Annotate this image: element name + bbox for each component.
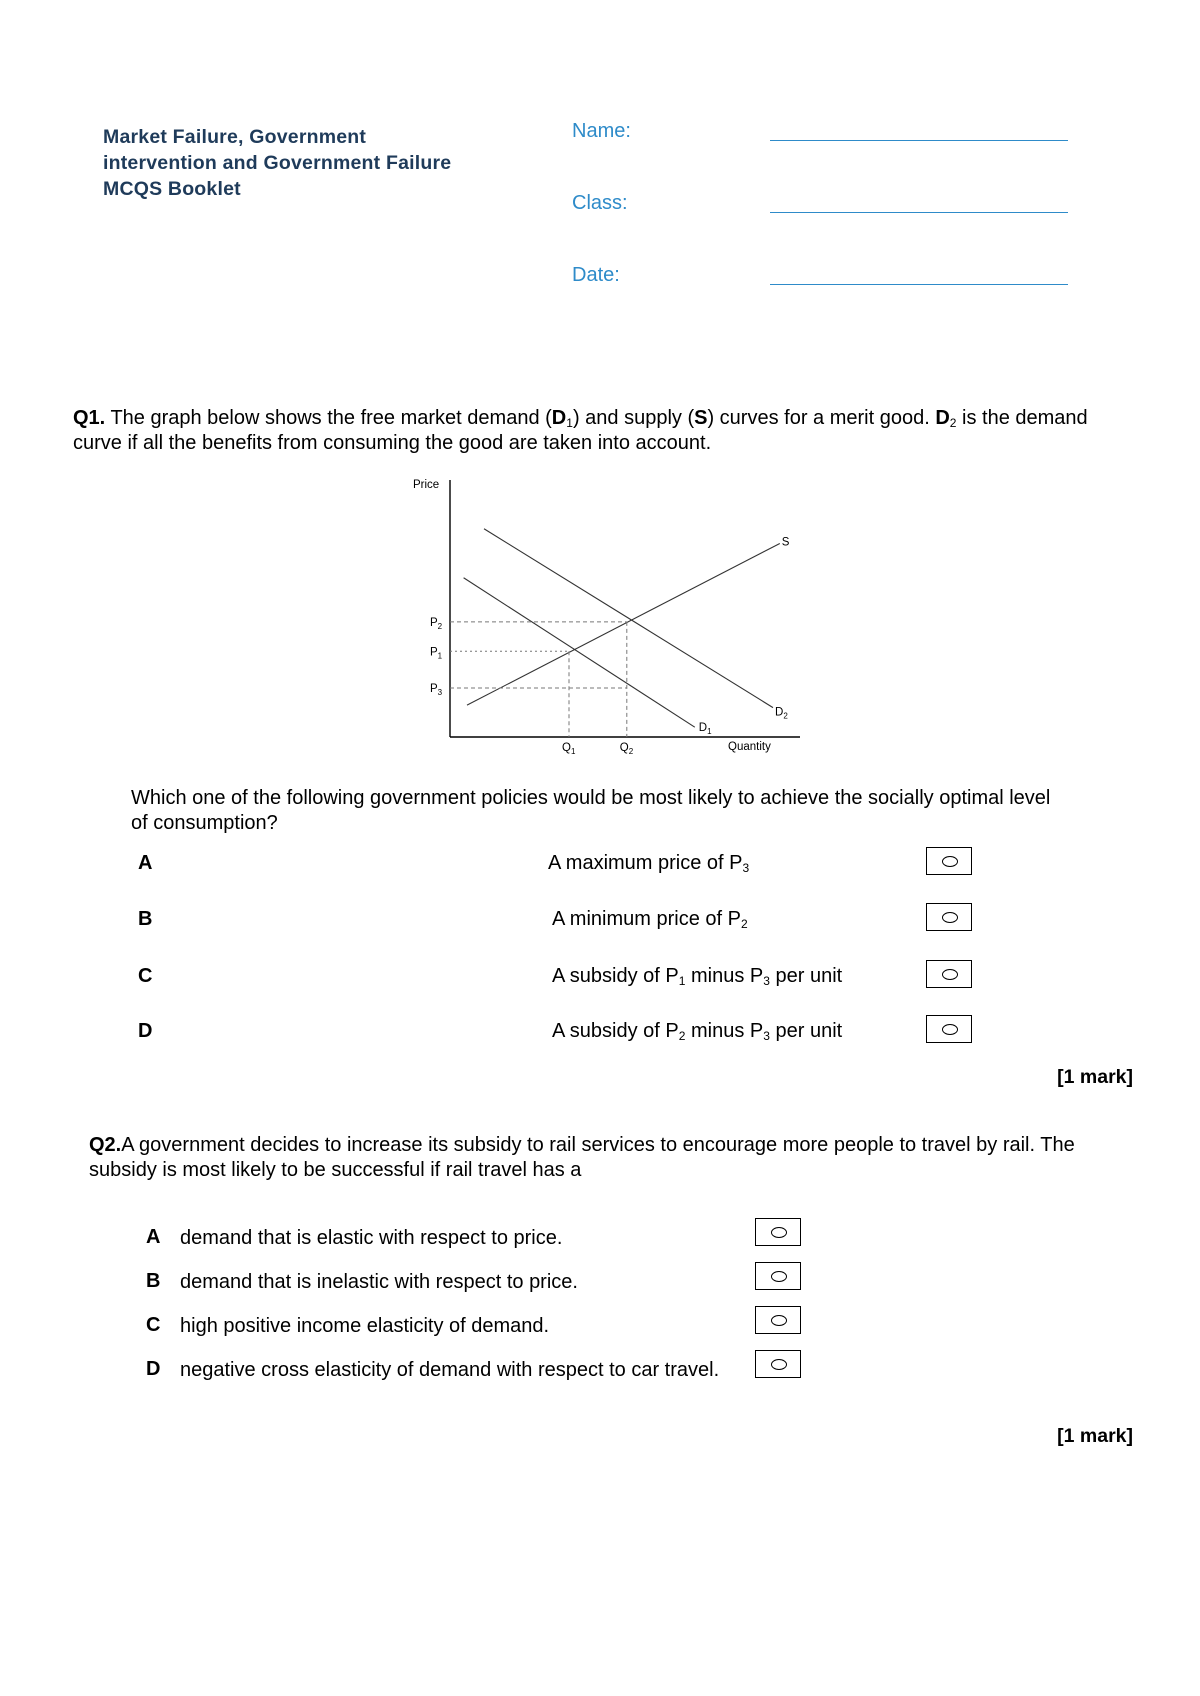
curve-label-sub: 2	[783, 711, 788, 721]
q1-option-sub2: 3	[763, 1029, 770, 1043]
q1-option-text-after: minus P	[685, 1020, 764, 1042]
q1-intro-c: ) curves for a merit good.	[707, 407, 936, 429]
class-label: Class:	[572, 192, 628, 214]
radio-circle-icon	[942, 856, 958, 867]
curve-label	[775, 707, 788, 721]
q1-option-sub2: 3	[763, 974, 770, 988]
q2-number: Q2.	[89, 1134, 122, 1156]
q1-option-text	[548, 852, 749, 875]
y-tick-label	[430, 646, 443, 660]
y-tick-label-sub: 3	[437, 688, 443, 697]
y-tick-label-main: P	[430, 683, 438, 695]
q2-mark: [1 mark]	[1057, 1425, 1133, 1447]
x-tick-label-main: Q	[619, 742, 629, 754]
x-tick-label	[620, 742, 634, 756]
x-tick-label-sub: 2	[628, 747, 634, 756]
q1-option-radio[interactable]	[926, 903, 972, 931]
q1-option-sub: 1	[678, 974, 686, 988]
q2-option-letter: D	[146, 1358, 161, 1380]
q2-question	[89, 1133, 1119, 1183]
q1-question	[73, 406, 1133, 456]
y-tick-label	[430, 683, 443, 697]
q1-mark: [1 mark]	[1057, 1066, 1133, 1088]
q2-option-letter: A	[146, 1226, 161, 1248]
q2-option-text: demand that is inelastic with respect to price.	[180, 1271, 578, 1293]
q1-option-letter: B	[138, 908, 153, 930]
q1-option-radio[interactable]	[926, 1015, 972, 1043]
q2-option-text: high positive income elasticity of demand.	[180, 1315, 550, 1337]
q1-option-text	[552, 1020, 842, 1043]
q1-s: S	[694, 407, 708, 429]
q1-option-sub: 2	[678, 1029, 686, 1043]
q1-option-radio[interactable]	[926, 847, 972, 875]
q1-d1: D	[551, 407, 567, 429]
radio-circle-icon	[942, 1024, 958, 1035]
q1-d1-sub: 1	[566, 416, 573, 430]
name-label: Name:	[572, 120, 631, 142]
q1-number: Q1.	[73, 407, 106, 429]
q1-d2: D	[935, 407, 950, 429]
radio-circle-icon	[771, 1271, 787, 1282]
q1-option-letter: D	[138, 1020, 153, 1042]
curve-label-main: D	[775, 706, 784, 719]
radio-circle-icon	[771, 1359, 787, 1370]
q2-option-letter: B	[146, 1270, 161, 1292]
date-label: Date:	[572, 264, 620, 286]
radio-circle-icon	[771, 1227, 787, 1238]
class-field[interactable]	[770, 212, 1068, 213]
q2-option-text: demand that is elastic with respect to price.	[180, 1227, 563, 1249]
q1-option-letter: C	[138, 965, 153, 987]
y-tick-label-sub: 2	[437, 621, 443, 631]
q1-option-sub: 2	[740, 917, 748, 931]
demand-curve-d2	[484, 529, 773, 708]
date-field[interactable]	[770, 284, 1068, 285]
q1-option-text-end: per unit	[769, 1020, 843, 1042]
q1-option-text: A subsidy of P	[552, 965, 679, 987]
q1-prompt: Which one of the following government policies would be most likely to achieve the socially optimal level of consumption?	[131, 787, 1051, 834]
q2-option-text: negative cross elasticity of demand with respect to car travel.	[180, 1359, 720, 1381]
curve-label	[699, 722, 712, 736]
curve-label-main: D	[698, 722, 708, 735]
radio-circle-icon	[942, 969, 958, 980]
q2-intro: A government decides to increase its subsidy to rail services to encourage more people to travel by rail. The subsidy is most likely to be successful if rail travel has a	[89, 1134, 1075, 1181]
x-tick-label-sub: 1	[570, 747, 576, 756]
radio-circle-icon	[942, 912, 958, 923]
q2-option-radio[interactable]	[755, 1306, 801, 1334]
q1-option-text-end: per unit	[769, 965, 843, 987]
title-line: intervention and Government Failure	[103, 152, 452, 174]
q1-option-text-after: minus P	[685, 965, 764, 987]
supply-demand-graph	[400, 470, 800, 770]
q1-intro-a: The graph below shows the free market demand (	[105, 407, 552, 429]
q1-d2-sub: 2	[949, 416, 957, 430]
y-axis-label: Price	[413, 479, 440, 491]
q1-option-text: A subsidy of P	[552, 1020, 679, 1042]
y-tick-label-sub: 1	[437, 651, 443, 661]
curve-label	[782, 536, 790, 548]
demand-curve-d1	[464, 578, 695, 727]
y-tick-label-main: P	[430, 646, 438, 659]
q2-option-radio[interactable]	[755, 1218, 801, 1246]
name-field[interactable]	[770, 140, 1068, 141]
q2-option-radio[interactable]	[755, 1262, 801, 1290]
curve-label-main: S	[781, 536, 790, 549]
title-line: Market Failure, Government	[103, 126, 367, 148]
x-tick-label-main: Q	[562, 742, 571, 754]
radio-circle-icon	[771, 1315, 787, 1326]
q1-option-text	[552, 965, 842, 988]
booklet-title	[103, 124, 523, 202]
q2-option-letter: C	[146, 1314, 161, 1336]
title-line: MCQS Booklet	[103, 178, 241, 200]
q1-intro-d: is the demand curve if all the benefits from consuming the good are taken into account.	[73, 407, 1088, 454]
q1-option-text: A minimum price of P	[552, 908, 741, 930]
x-axis-label: Quantity	[728, 741, 771, 753]
q1-option-text: A maximum price of P	[548, 852, 743, 874]
y-tick-label	[430, 617, 443, 631]
q2-option-radio[interactable]	[755, 1350, 801, 1378]
q1-intro-b: ) and supply (	[572, 407, 695, 429]
x-tick-label	[562, 742, 576, 756]
q1-option-letter: A	[138, 852, 153, 874]
q1-option-radio[interactable]	[926, 960, 972, 988]
y-tick-label-main: P	[430, 616, 438, 629]
q1-option-sub: 3	[742, 861, 750, 875]
q1-option-text	[552, 908, 748, 931]
curve-label-sub: 1	[707, 727, 712, 737]
